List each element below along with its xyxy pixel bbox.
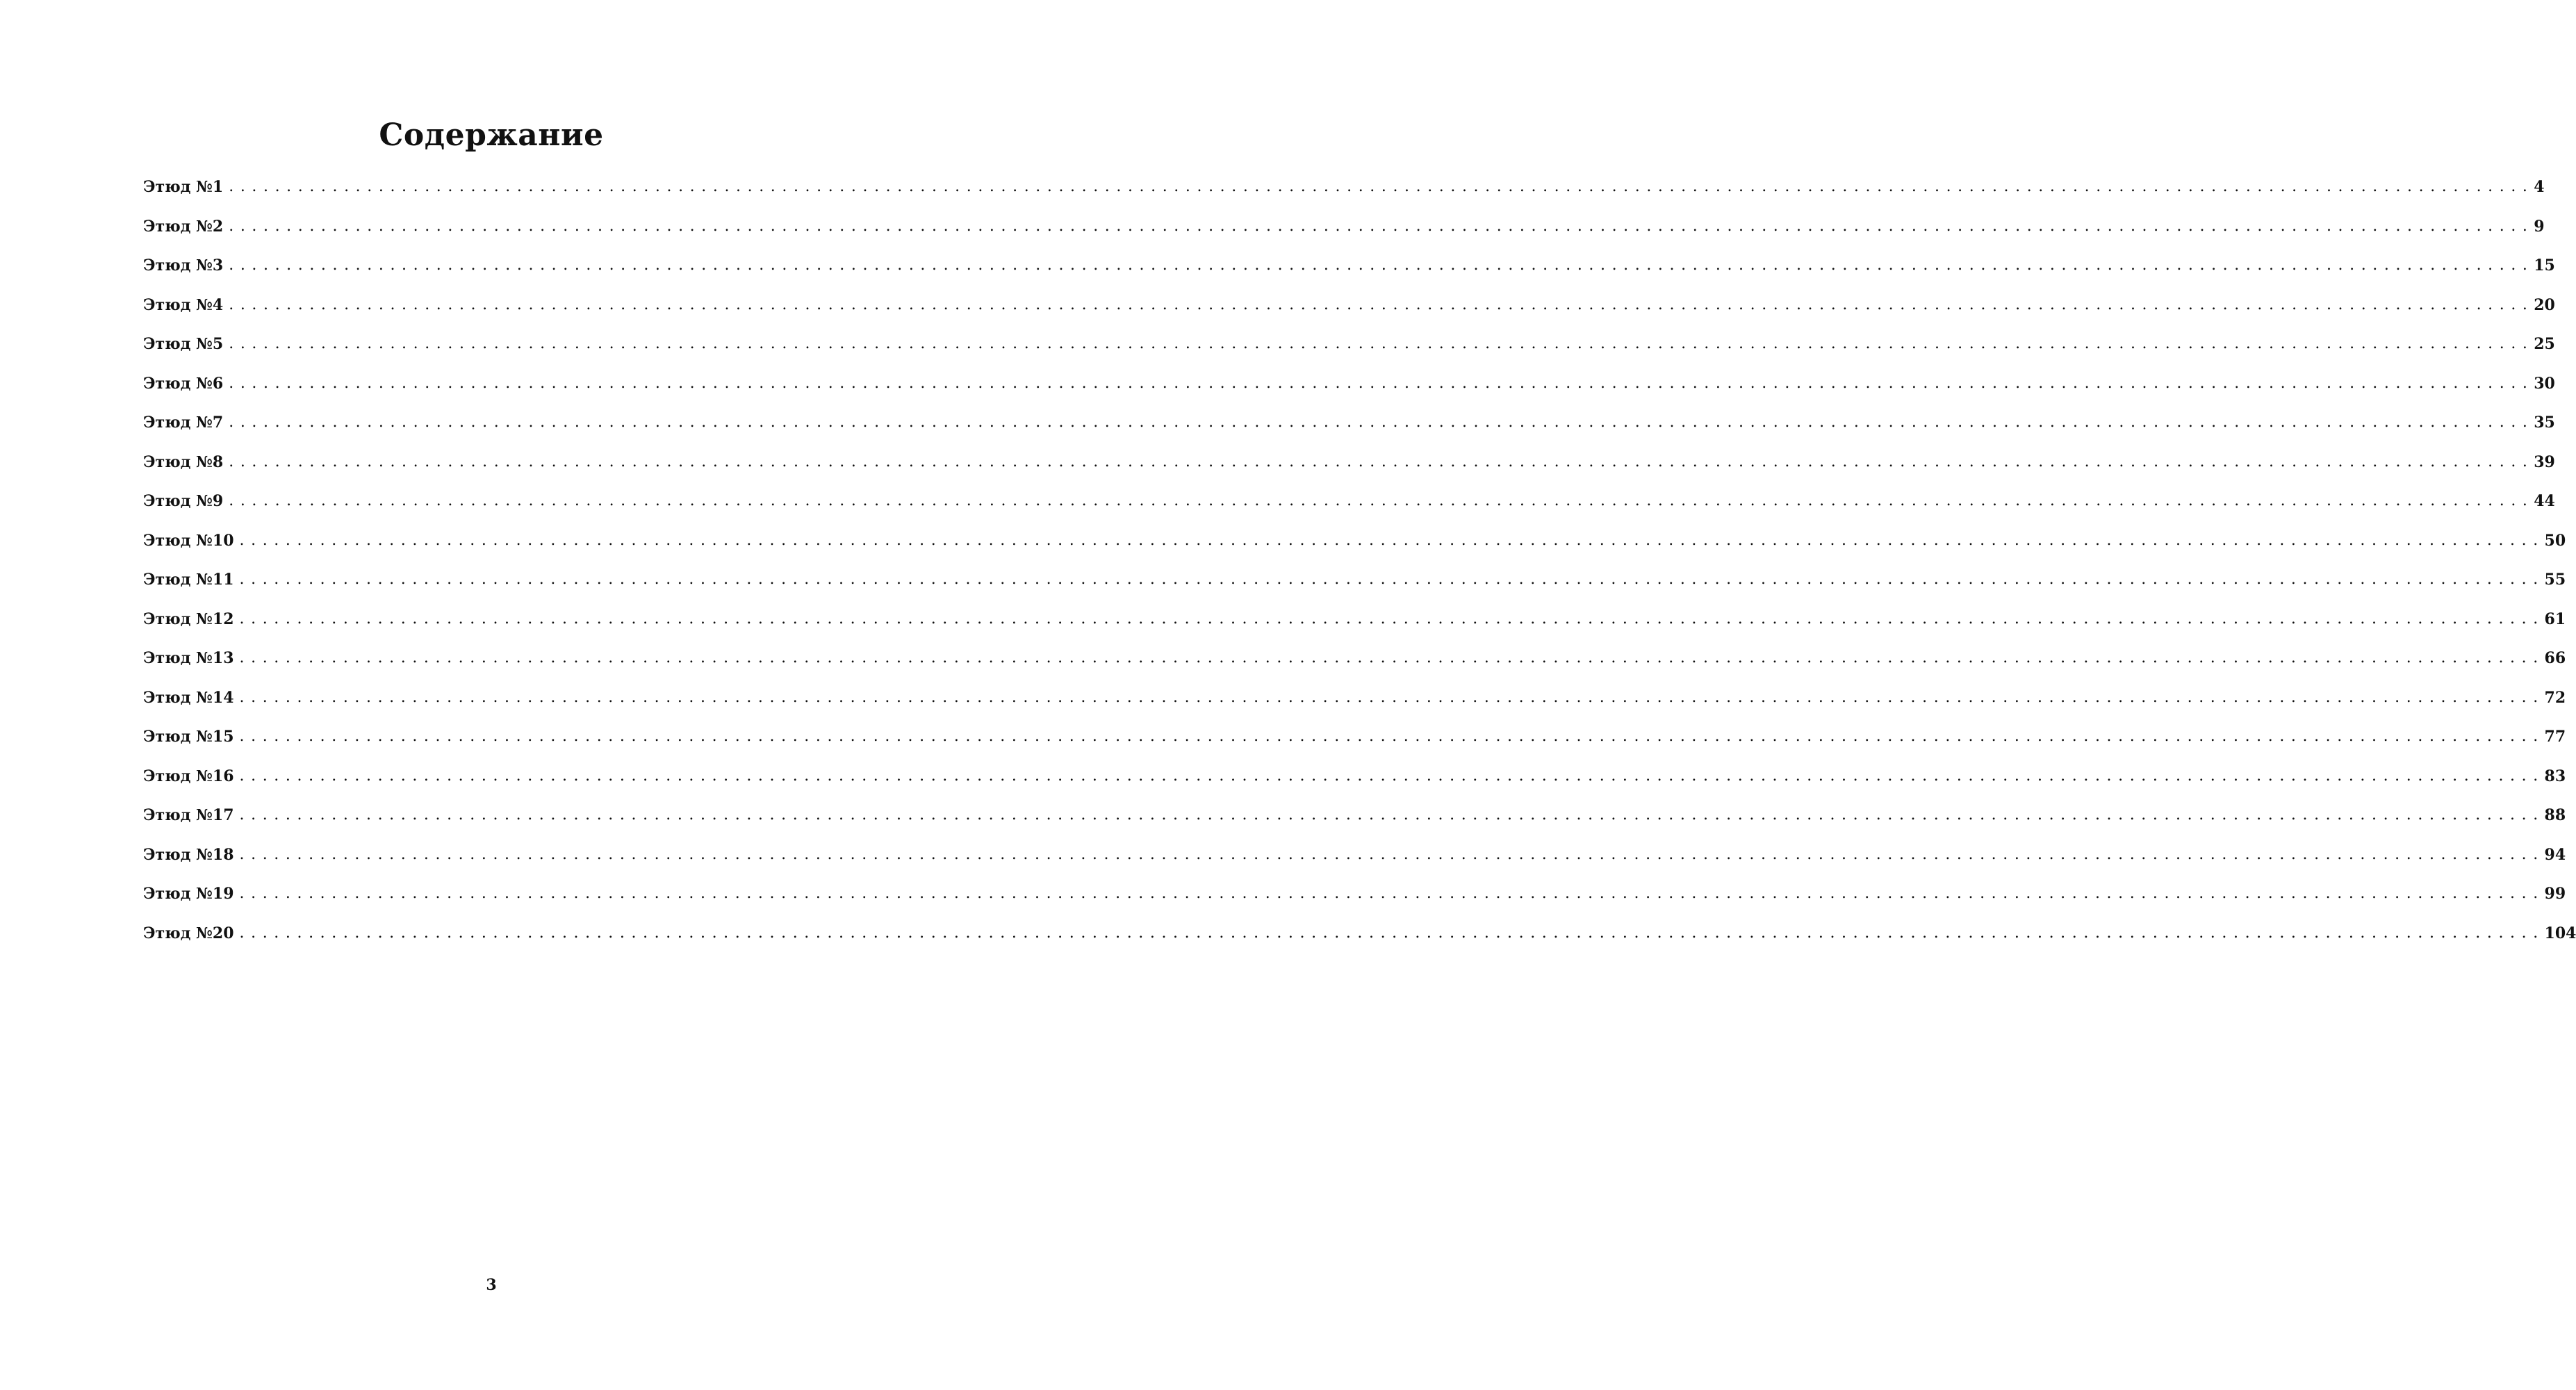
toc-entry-page: 83 [2544, 767, 2566, 785]
toc-entry-page: 77 [2544, 728, 2566, 746]
toc-entry-label: Этюд №16 [143, 767, 234, 785]
toc-entry-label: Этюд №2 [143, 217, 224, 236]
toc-dot-leader: . . . . . . . . . . . . . . . . . . . . . . . . . . . . . . . . . . . . . . . . . . . . . . . . . . . . . . . . . . . . . . . . . . . . . . . . . . . . . . . . . . . . . . . . . . . . . . . . . . . . . . . . . . . . . . . . . . . . . . . . . . . . . . . . . . . . . . . . . . . . . . . . . . . . . . . . . . . . . . . . . . . . . . . . . . . . . . . . . . . . . . . . . . . . . . . . . . . . . . . . [229, 256, 2529, 274]
toc-dot-leader: . . . . . . . . . . . . . . . . . . . . . . . . . . . . . . . . . . . . . . . . . . . . . . . . . . . . . . . . . . . . . . . . . . . . . . . . . . . . . . . . . . . . . . . . . . . . . . . . . . . . . . . . . . . . . . . . . . . . . . . . . . . . . . . . . . . . . . . . . . . . . . . . . . . . . . . . . . . . . . . . . . . . . . . . . . . . . . . . . . . . . . . . . . . . . . . . . . . . . . . . [239, 728, 2539, 745]
toc-dot-leader: . . . . . . . . . . . . . . . . . . . . . . . . . . . . . . . . . . . . . . . . . . . . . . . . . . . . . . . . . . . . . . . . . . . . . . . . . . . . . . . . . . . . . . . . . . . . . . . . . . . . . . . . . . . . . . . . . . . . . . . . . . . . . . . . . . . . . . . . . . . . . . . . . . . . . . . . . . . . . . . . . . . . . . . . . . . . . . . . . . . . . . . . . . . . . . . . . . . . . . . . [239, 649, 2539, 667]
toc-entry-page: 66 [2544, 649, 2566, 667]
toc-entry-page: 72 [2544, 688, 2566, 707]
toc-entry-label: Этюд №13 [143, 649, 234, 667]
toc-entry-label: Этюд №5 [143, 335, 224, 353]
toc-entry[interactable] [143, 374, 2555, 414]
toc-entry-page: 9 [2534, 217, 2545, 236]
toc-entry-page: 39 [2534, 452, 2555, 471]
toc-entry-label: Этюд №15 [143, 728, 234, 746]
toc-entry[interactable] [143, 217, 2545, 257]
toc-entry-page: 50 [2544, 531, 2566, 550]
toc-entry[interactable] [143, 728, 2566, 767]
page-title: Содержание [379, 117, 604, 154]
toc-entry-label: Этюд №7 [143, 414, 224, 432]
toc-entry-page: 35 [2534, 414, 2555, 432]
toc-dot-leader: . . . . . . . . . . . . . . . . . . . . . . . . . . . . . . . . . . . . . . . . . . . . . . . . . . . . . . . . . . . . . . . . . . . . . . . . . . . . . . . . . . . . . . . . . . . . . . . . . . . . . . . . . . . . . . . . . . . . . . . . . . . . . . . . . . . . . . . . . . . . . . . . . . . . . . . . . . . . . . . . . . . . . . . . . . . . . . . . . . . . . . . . . . . . . . . . . . . . . . . . [229, 414, 2529, 431]
toc-entry-label: Этюд №18 [143, 845, 234, 864]
toc-entry[interactable] [143, 571, 2566, 610]
toc-entry[interactable] [143, 649, 2566, 689]
toc-entry[interactable] [143, 767, 2566, 807]
toc-dot-leader: . . . . . . . . . . . . . . . . . . . . . . . . . . . . . . . . . . . . . . . . . . . . . . . . . . . . . . . . . . . . . . . . . . . . . . . . . . . . . . . . . . . . . . . . . . . . . . . . . . . . . . . . . . . . . . . . . . . . . . . . . . . . . . . . . . . . . . . . . . . . . . . . . . . . . . . . . . . . . . . . . . . . . . . . . . . . . . . . . . . . . . . . . . . . . . . . . . . . . . . . [229, 295, 2529, 313]
toc-entry-label: Этюд №17 [143, 806, 234, 824]
toc-entry-page: 61 [2544, 610, 2566, 628]
toc-entry-page: 20 [2534, 295, 2555, 314]
toc-entry[interactable] [143, 414, 2555, 453]
toc-dot-leader: . . . . . . . . . . . . . . . . . . . . . . . . . . . . . . . . . . . . . . . . . . . . . . . . . . . . . . . . . . . . . . . . . . . . . . . . . . . . . . . . . . . . . . . . . . . . . . . . . . . . . . . . . . . . . . . . . . . . . . . . . . . . . . . . . . . . . . . . . . . . . . . . . . . . . . . . . . . . . . . . . . . . . . . . . . . . . . . . . . . . . . . . . . . . . . . . . . . . . . . . [239, 571, 2539, 588]
toc-entry-label: Этюд №8 [143, 452, 224, 471]
toc-entry-label: Этюд №11 [143, 571, 234, 589]
toc-entry[interactable] [143, 688, 2566, 728]
toc-entry-label: Этюд №4 [143, 295, 224, 314]
toc-entry[interactable] [143, 335, 2555, 375]
toc-entry[interactable] [143, 452, 2555, 493]
toc-entry[interactable] [143, 924, 2576, 964]
toc-dot-leader: . . . . . . . . . . . . . . . . . . . . . . . . . . . . . . . . . . . . . . . . . . . . . . . . . . . . . . . . . . . . . . . . . . . . . . . . . . . . . . . . . . . . . . . . . . . . . . . . . . . . . . . . . . . . . . . . . . . . . . . . . . . . . . . . . . . . . . . . . . . . . . . . . . . . . . . . . . . . . . . . . . . . . . . . . . . . . . . . . . . . . . . . . . . . . . . . . . . . . . . . [229, 492, 2529, 509]
page-number: 3 [486, 1276, 497, 1294]
toc-entry[interactable] [143, 806, 2566, 846]
table-of-contents [143, 178, 2576, 963]
toc-dot-leader: . . . . . . . . . . . . . . . . . . . . . . . . . . . . . . . . . . . . . . . . . . . . . . . . . . . . . . . . . . . . . . . . . . . . . . . . . . . . . . . . . . . . . . . . . . . . . . . . . . . . . . . . . . . . . . . . . . . . . . . . . . . . . . . . . . . . . . . . . . . . . . . . . . . . . . . . . . . . . . . . . . . . . . . . . . . . . . . . . . . . . . . . . . . . . . . . . . . . . . . . [239, 688, 2539, 706]
toc-dot-leader: . . . . . . . . . . . . . . . . . . . . . . . . . . . . . . . . . . . . . . . . . . . . . . . . . . . . . . . . . . . . . . . . . . . . . . . . . . . . . . . . . . . . . . . . . . . . . . . . . . . . . . . . . . . . . . . . . . . . . . . . . . . . . . . . . . . . . . . . . . . . . . . . . . . . . . . . . . . . . . . . . . . . . . . . . . . . . . . . . . . . . . . . . . . . . . . . . . . . . . . . [239, 845, 2539, 863]
toc-entry-label: Этюд №1 [143, 178, 224, 196]
toc-entry[interactable] [143, 610, 2566, 650]
toc-dot-leader: . . . . . . . . . . . . . . . . . . . . . . . . . . . . . . . . . . . . . . . . . . . . . . . . . . . . . . . . . . . . . . . . . . . . . . . . . . . . . . . . . . . . . . . . . . . . . . . . . . . . . . . . . . . . . . . . . . . . . . . . . . . . . . . . . . . . . . . . . . . . . . . . . . . . . . . . . . . . . . . . . . . . . . . . . . . . . . . . . . . . . . . . . . . . . . . . . . . . . . . . [229, 452, 2529, 471]
toc-entry-page: 44 [2534, 492, 2555, 510]
toc-entry-label: Этюд №14 [143, 688, 234, 707]
toc-dot-leader: . . . . . . . . . . . . . . . . . . . . . . . . . . . . . . . . . . . . . . . . . . . . . . . . . . . . . . . . . . . . . . . . . . . . . . . . . . . . . . . . . . . . . . . . . . . . . . . . . . . . . . . . . . . . . . . . . . . . . . . . . . . . . . . . . . . . . . . . . . . . . . . . . . . . . . . . . . . . . . . . . . . . . . . . . . . . . . . . . . . . . . . . . . . . . . . . . . . . . . . . [239, 924, 2539, 942]
toc-entry[interactable] [143, 845, 2566, 885]
toc-entry[interactable] [143, 531, 2566, 571]
toc-entry[interactable] [143, 492, 2555, 532]
toc-dot-leader: . . . . . . . . . . . . . . . . . . . . . . . . . . . . . . . . . . . . . . . . . . . . . . . . . . . . . . . . . . . . . . . . . . . . . . . . . . . . . . . . . . . . . . . . . . . . . . . . . . . . . . . . . . . . . . . . . . . . . . . . . . . . . . . . . . . . . . . . . . . . . . . . . . . . . . . . . . . . . . . . . . . . . . . . . . . . . . . . . . . . . . . . . . . . . . . . . . . . . . . . [239, 885, 2539, 902]
toc-dot-leader: . . . . . . . . . . . . . . . . . . . . . . . . . . . . . . . . . . . . . . . . . . . . . . . . . . . . . . . . . . . . . . . . . . . . . . . . . . . . . . . . . . . . . . . . . . . . . . . . . . . . . . . . . . . . . . . . . . . . . . . . . . . . . . . . . . . . . . . . . . . . . . . . . . . . . . . . . . . . . . . . . . . . . . . . . . . . . . . . . . . . . . . . . . . . . . . . . . . . . . . . [229, 217, 2529, 235]
toc-entry-page: 99 [2544, 885, 2566, 903]
toc-entry-label: Этюд №9 [143, 492, 224, 510]
toc-entry-page: 4 [2534, 178, 2545, 196]
toc-entry-label: Этюд №19 [143, 885, 234, 903]
toc-dot-leader: . . . . . . . . . . . . . . . . . . . . . . . . . . . . . . . . . . . . . . . . . . . . . . . . . . . . . . . . . . . . . . . . . . . . . . . . . . . . . . . . . . . . . . . . . . . . . . . . . . . . . . . . . . . . . . . . . . . . . . . . . . . . . . . . . . . . . . . . . . . . . . . . . . . . . . . . . . . . . . . . . . . . . . . . . . . . . . . . . . . . . . . . . . . . . . . . . . . . . . . . [239, 806, 2539, 824]
toc-entry[interactable] [143, 256, 2555, 296]
toc-entry-page: 15 [2534, 256, 2555, 275]
toc-dot-leader: . . . . . . . . . . . . . . . . . . . . . . . . . . . . . . . . . . . . . . . . . . . . . . . . . . . . . . . . . . . . . . . . . . . . . . . . . . . . . . . . . . . . . . . . . . . . . . . . . . . . . . . . . . . . . . . . . . . . . . . . . . . . . . . . . . . . . . . . . . . . . . . . . . . . . . . . . . . . . . . . . . . . . . . . . . . . . . . . . . . . . . . . . . . . . . . . . . . . . . . . [239, 531, 2539, 549]
toc-entry-page: 88 [2544, 806, 2566, 824]
toc-dot-leader: . . . . . . . . . . . . . . . . . . . . . . . . . . . . . . . . . . . . . . . . . . . . . . . . . . . . . . . . . . . . . . . . . . . . . . . . . . . . . . . . . . . . . . . . . . . . . . . . . . . . . . . . . . . . . . . . . . . . . . . . . . . . . . . . . . . . . . . . . . . . . . . . . . . . . . . . . . . . . . . . . . . . . . . . . . . . . . . . . . . . . . . . . . . . . . . . . . . . . . . . [239, 610, 2539, 628]
toc-dot-leader: . . . . . . . . . . . . . . . . . . . . . . . . . . . . . . . . . . . . . . . . . . . . . . . . . . . . . . . . . . . . . . . . . . . . . . . . . . . . . . . . . . . . . . . . . . . . . . . . . . . . . . . . . . . . . . . . . . . . . . . . . . . . . . . . . . . . . . . . . . . . . . . . . . . . . . . . . . . . . . . . . . . . . . . . . . . . . . . . . . . . . . . . . . . . . . . . . . . . . . . . [229, 178, 2529, 195]
toc-entry-label: Этюд №10 [143, 531, 234, 550]
toc-entry-label: Этюд №6 [143, 374, 224, 393]
toc-entry-page: 25 [2534, 335, 2555, 353]
toc-dot-leader: . . . . . . . . . . . . . . . . . . . . . . . . . . . . . . . . . . . . . . . . . . . . . . . . . . . . . . . . . . . . . . . . . . . . . . . . . . . . . . . . . . . . . . . . . . . . . . . . . . . . . . . . . . . . . . . . . . . . . . . . . . . . . . . . . . . . . . . . . . . . . . . . . . . . . . . . . . . . . . . . . . . . . . . . . . . . . . . . . . . . . . . . . . . . . . . . . . . . . . . . [239, 767, 2539, 785]
toc-entry[interactable] [143, 885, 2566, 924]
toc-entry-label: Этюд №3 [143, 256, 224, 275]
toc-entry-page: 94 [2544, 845, 2566, 864]
toc-entry[interactable] [143, 295, 2555, 336]
toc-dot-leader: . . . . . . . . . . . . . . . . . . . . . . . . . . . . . . . . . . . . . . . . . . . . . . . . . . . . . . . . . . . . . . . . . . . . . . . . . . . . . . . . . . . . . . . . . . . . . . . . . . . . . . . . . . . . . . . . . . . . . . . . . . . . . . . . . . . . . . . . . . . . . . . . . . . . . . . . . . . . . . . . . . . . . . . . . . . . . . . . . . . . . . . . . . . . . . . . . . . . . . . . [229, 335, 2529, 352]
toc-entry-page: 55 [2544, 571, 2566, 589]
toc-entry-page: 104 [2544, 924, 2576, 942]
toc-entry[interactable] [143, 178, 2545, 218]
toc-entry-page: 30 [2534, 374, 2555, 393]
toc-entry-label: Этюд №12 [143, 610, 234, 628]
toc-dot-leader: . . . . . . . . . . . . . . . . . . . . . . . . . . . . . . . . . . . . . . . . . . . . . . . . . . . . . . . . . . . . . . . . . . . . . . . . . . . . . . . . . . . . . . . . . . . . . . . . . . . . . . . . . . . . . . . . . . . . . . . . . . . . . . . . . . . . . . . . . . . . . . . . . . . . . . . . . . . . . . . . . . . . . . . . . . . . . . . . . . . . . . . . . . . . . . . . . . . . . . . . [229, 374, 2529, 392]
toc-entry-label: Этюд №20 [143, 924, 234, 942]
